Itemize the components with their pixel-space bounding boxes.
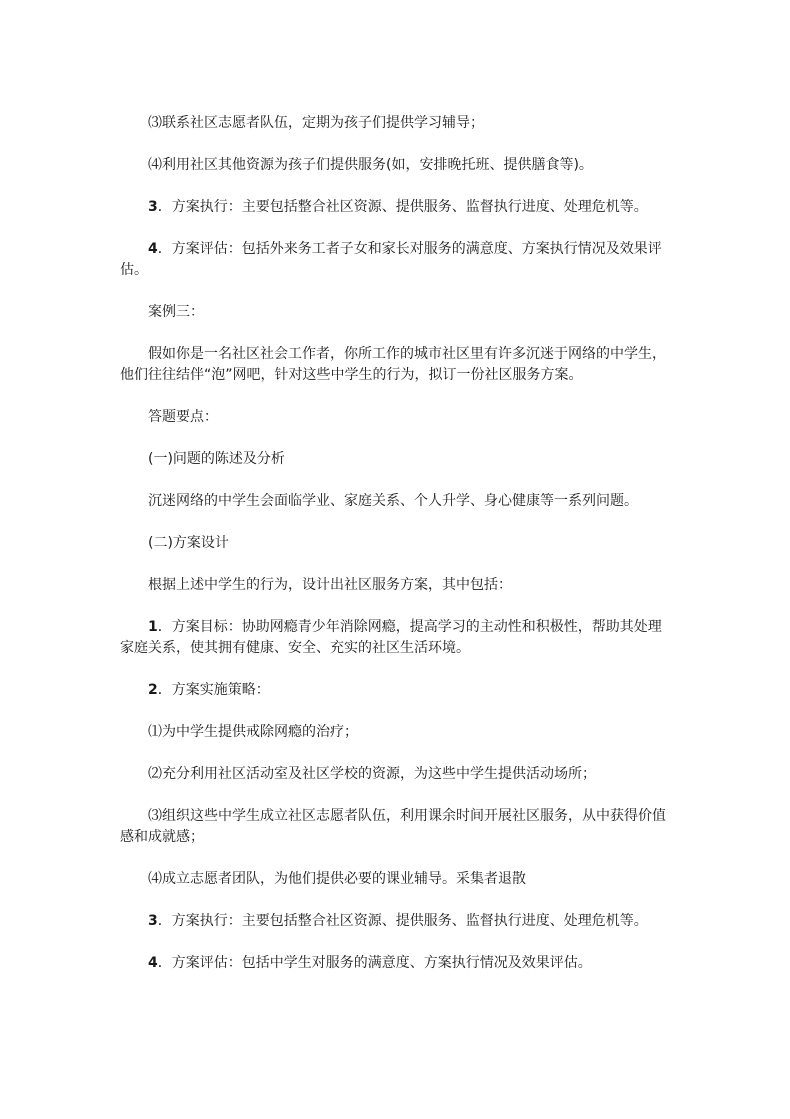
item-number: 2: [148, 682, 158, 698]
paragraph: [120, 155, 668, 176]
paragraph-text: ⑴为中学生提供戒除网瘾的治疗；: [148, 724, 358, 740]
paragraph-text: 答题要点：: [148, 409, 218, 425]
paragraph-text: ．方案执行：主要包括整合社区资源、提供服务、监督执行进度、处理危机等。: [157, 199, 648, 215]
paragraph-text: ⑷利用社区其他资源为孩子们提供服务(如，安排晚托班、提供膳食等)。: [148, 157, 593, 173]
paragraph-text: (一)问题的陈述及分析: [148, 451, 285, 467]
paragraph: [120, 764, 668, 785]
paragraph-text: (二)方案设计: [148, 535, 229, 551]
paragraph: [120, 953, 668, 974]
paragraph-text: ．方案执行：主要包括整合社区资源、提供服务、监督执行进度、处理危机等。: [157, 913, 648, 929]
paragraph-text: 沉迷网络的中学生会面临学业、家庭关系、个人升学、身心健康等一系列问题。: [148, 493, 638, 509]
paragraph: [120, 680, 668, 701]
paragraph: [120, 533, 668, 554]
section-heading: 案例三：: [148, 304, 204, 320]
paragraph-text: ⑷成立志愿者团队，为他们提供必要的课业辅导。采集者退散: [148, 871, 526, 887]
paragraph: [120, 449, 668, 470]
paragraph-text: ⑶组织这些中学生成立社区志愿者队伍，利用课余时间开展社区服务，从中获得价值感和成就感；: [120, 808, 666, 845]
item-number: 4: [148, 955, 158, 971]
paragraph: [120, 197, 668, 218]
paragraph-text: ．方案目标：协助网瘾青少年消除网瘾，提高学习的主动性和积极性，帮助其处理家庭关系，使其拥有健康、安全、充实的社区生活环境。: [120, 619, 662, 656]
paragraph: [120, 344, 668, 386]
paragraph-text: 根据上述中学生的行为，设计出社区服务方案，其中包括：: [148, 577, 512, 593]
document-page: [120, 113, 668, 995]
paragraph: [120, 113, 668, 134]
item-number: 3: [148, 913, 158, 929]
item-number: 3: [148, 199, 158, 215]
paragraph: [120, 911, 668, 932]
item-number: 4: [148, 241, 158, 257]
paragraph: [120, 302, 668, 323]
paragraph: [120, 491, 668, 512]
paragraph: [120, 617, 668, 659]
paragraph: [120, 407, 668, 428]
paragraph: [120, 575, 668, 596]
paragraph-text: ⑶联系社区志愿者队伍，定期为孩子们提供学习辅导；: [148, 115, 484, 131]
paragraph-text: 假如你是一名社区社会工作者，你所工作的城市社区里有许多沉迷于网络的中学生，他们往往结伴“泡”网吧，针对这些中学生的行为，拟订一份社区服务方案。: [120, 346, 666, 383]
paragraph-text: ．方案评估：包括中学生对服务的满意度、方案执行情况及效果评估。: [157, 955, 592, 971]
paragraph: [120, 869, 668, 890]
paragraph: [120, 722, 668, 743]
paragraph-text: ．方案评估：包括外来务工者子女和家长对服务的满意度、方案执行情况及效果评估。: [120, 241, 662, 278]
paragraph: [120, 239, 668, 281]
paragraph: [120, 806, 668, 848]
item-number: 1: [148, 619, 158, 635]
paragraph-text: ．方案实施策略：: [157, 682, 270, 698]
paragraph-text: ⑵充分利用社区活动室及社区学校的资源，为这些中学生提供活动场所；: [148, 766, 596, 782]
